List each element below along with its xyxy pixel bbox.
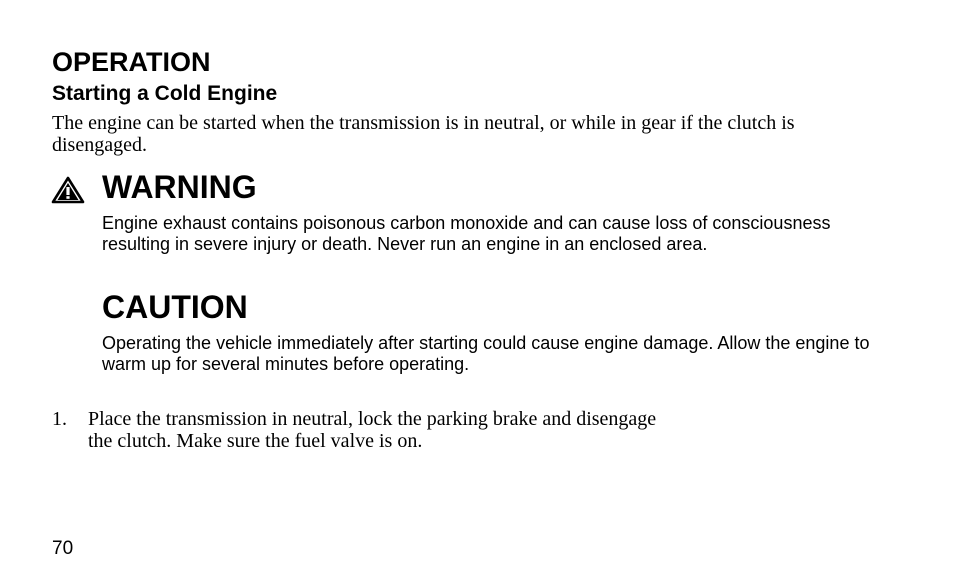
warning-triangle-icon [51, 176, 85, 204]
warning-text: Engine exhaust contains poisonous carbon monoxide and can cause loss of consciousness resulting in severe injury or death. Never run an engine in an enclosed area. [102, 213, 831, 254]
subsection-title: Starting a Cold Engine [52, 82, 278, 105]
intro-paragraph: The engine can be started when the transmission is in neutral, or while in gear if the clutch is disengaged. [52, 112, 795, 156]
step-number: 1. [52, 408, 67, 430]
step-list [52, 408, 672, 452]
list-item [52, 408, 672, 452]
step-text: Place the transmission in neutral, lock the parking brake and disengage the clutch. Make sure the fuel valve is on. [88, 408, 657, 452]
warning-heading: WARNING [102, 169, 257, 205]
caution-heading: CAUTION [102, 289, 248, 325]
page-number: 70 [52, 538, 74, 559]
section-title: OPERATION [52, 47, 211, 77]
caution-text: Operating the vehicle immediately after starting could cause engine damage. Allow the engine to warm up for several minutes before operating. [102, 333, 870, 374]
